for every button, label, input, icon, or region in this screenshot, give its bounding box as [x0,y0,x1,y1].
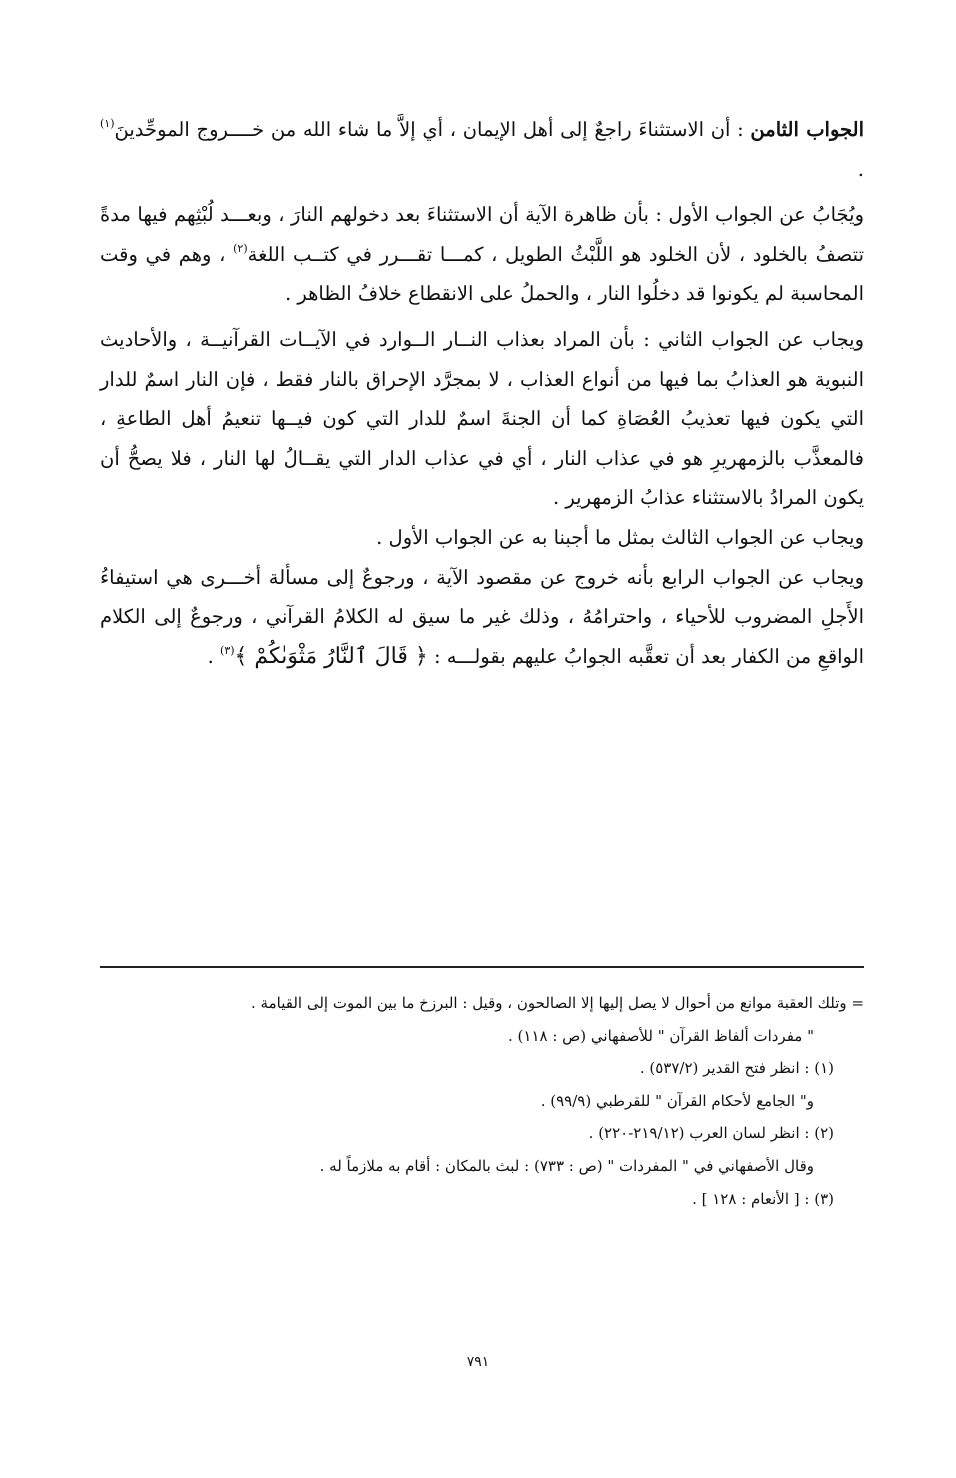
footnote-2: (٢) : انظر لسان العرب (٢١٩/١٢-٢٢٠) . [588,1124,834,1143]
paragraph-text: ويجاب عن الجواب الثاني : بأن المراد بعذاب النــار الــوارد في الآيــات القرآنيــة ، والأحاديث النبوية هو العذابُ بما فيها من أنواع العذاب ، لا بمجرَّد الإحراق بالنار فقط ، فإن النار اسمٌ للدار التي يكون فيها تعذيبُ العُصَاةِ كما أن الجنةَ اسمٌ للدار التي كون فيــها تنعيمُ أهل الطاعةِ ، فالمعذَّب بالزمهريرِ هو في عذاب النار ، أي في عذاب الدار التي يقــالُ لها النار ، فلا يصحُّ أن يكون المرادُ بالاستثناء عذابُ الزمهرير . [100,327,864,510]
paragraph-reply-second [100,320,864,518]
paragraph-end: ، وهم في وقت المحاسبة لم يكونوا قد دخلُوا النار ، والحملُ على الانقطاع خلافُ الظاهر . [100,242,864,306]
main-text [100,110,864,676]
quran-quote: ﴿ قَالَ ٱلنَّارُ مَثْوَىٰكُمْ ﴾ [234,643,428,669]
paragraph-text: ويجاب عن الجواب الرابع بأنه خروج عن مقصود الآية ، ورجوعٌ إلى مسألة أخـــرى هي استيفاءُ الأَجلِ المضروب للأحياء ، واحترامُهُ ، وذلك غير ما سيق له الكلامُ القرآني ، ورجوعٌ إلى الكلام الواقعِ من الكفار بعد أن تعقَّبه الجوابُ عليهم بقولـــه : [100,565,864,668]
footnote-continued-line: " مفردات ألفاظ القرآن " للأصفهاني (ص : ١١٨) . [508,1026,814,1045]
paragraph-text: : أن الاستثناءَ راجعٌ إلى أهل الإيمان ، أي إلاَّ ما شاء الله من خــــروج الموحِّدينَ [114,118,751,141]
page-number: ٧٩١ [466,1354,490,1370]
footnote-3: (٣) : [ الأنعام : ١٢٨ ] . [692,1189,834,1208]
paragraph-reply-third [100,518,864,558]
footnote-ref-1: (١) [100,117,115,130]
footnote-1-line: و" الجامع لأحكام القرآن " للقرطبي (٩٩/٩) . [540,1091,814,1110]
paragraph-reply-first [100,195,864,314]
footnote-2-line: وقال الأصفهاني في " المفردات " (ص : ٧٣٣) : لبث بالمكان : أقام به ملازماً له . [319,1156,814,1175]
paragraph-end: . [857,157,864,181]
paragraph-text: ويُجَابُ عن الجواب الأول : بأن ظاهرة الآية أن الاستثناءَ بعد دخولهم النارَ ، وبعـــد لُبْثِهم فيها مدةً تتصفُ بالخلود ، لأن الخلود هو اللَّبْثُ الطويل ، كمـــا تقـــرر في كتــب اللغة [100,203,864,266]
footnote-1: (١) : انظر فتح القدير (٥٣٧/٢) . [639,1059,834,1078]
paragraph-text: ويجاب عن الجواب الثالث بمثل ما أجبنا به عن الجواب الأول . [376,525,864,549]
footnote-separator [100,966,864,968]
paragraph-answer-eight [100,110,864,189]
answer-eight-heading: الجواب الثامن [750,118,864,141]
footnote-ref-2: (٢) [233,241,248,255]
paragraph-reply-fourth [100,558,864,677]
footnote-continued: = وتلك العقبة موانع من أحوال لا يصل إليها إلا الصالحون ، وقيل : البرزخ ما بين الموت إلى القيامة . [251,994,864,1012]
footnotes [100,987,864,1215]
paragraph-end: . [207,644,221,668]
footnote-ref-3: (٣) [220,643,235,657]
